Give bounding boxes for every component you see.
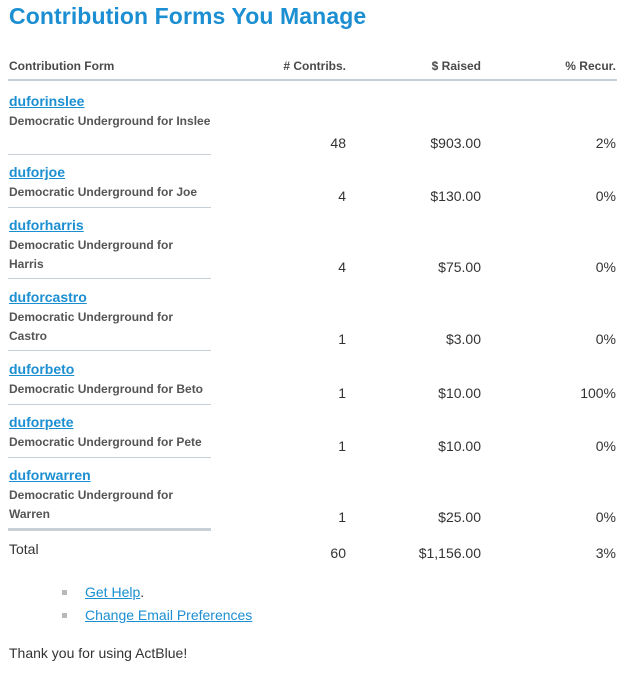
- total-label: Total: [9, 541, 39, 557]
- form-cell: [8, 466, 211, 531]
- table-row: [8, 413, 617, 457]
- recur-value: 0%: [595, 509, 616, 525]
- form-cell: [8, 92, 211, 155]
- footer-text: Thank you for using ActBlue!: [9, 645, 188, 661]
- get-help-period: .: [140, 584, 145, 600]
- form-description: Democratic Underground for Castro: [9, 310, 174, 343]
- contribs-value: 1: [338, 509, 346, 525]
- form-description: Democratic Underground for Warren: [9, 488, 174, 521]
- recur-value: 100%: [580, 385, 616, 401]
- table-row: [8, 288, 617, 350]
- contribs-value: 1: [338, 331, 346, 347]
- form-cell: [8, 413, 211, 458]
- form-cell: [8, 216, 211, 279]
- recur-value: 0%: [595, 188, 616, 204]
- list-item: [60, 584, 252, 607]
- recur-value: 0%: [595, 331, 616, 347]
- raised-value: $25.00: [438, 509, 481, 525]
- table-row: [8, 360, 617, 404]
- form-description: Democratic Underground for Inslee: [9, 114, 211, 128]
- raised-value: $10.00: [438, 438, 481, 454]
- bullet-icon: [62, 613, 67, 618]
- total-raised: $1,156.00: [418, 545, 481, 561]
- form-cell: [8, 288, 211, 351]
- form-link[interactable]: duforpete: [9, 414, 74, 430]
- raised-value: $10.00: [438, 385, 481, 401]
- bullet-icon: [62, 590, 67, 595]
- form-description: Democratic Underground for Harris: [9, 238, 174, 271]
- header-recur: % Recur.: [565, 59, 616, 73]
- form-description: Democratic Underground for Joe: [9, 185, 198, 199]
- form-cell: [8, 163, 211, 208]
- form-cell: [8, 360, 211, 405]
- header-contribs: # Contribs.: [283, 59, 346, 73]
- header-contribution-form: Contribution Form: [9, 59, 115, 73]
- header-raised: $ Raised: [431, 59, 481, 73]
- form-link[interactable]: duforcastro: [9, 289, 87, 305]
- form-link[interactable]: duforharris: [9, 217, 84, 233]
- email-preferences-link[interactable]: Change Email Preferences: [85, 607, 253, 623]
- table-row: [8, 92, 617, 154]
- list-item: [60, 607, 252, 630]
- recur-value: 0%: [595, 259, 616, 275]
- table-header: [8, 59, 617, 81]
- get-help-link[interactable]: Get Help: [85, 584, 141, 600]
- form-link[interactable]: duforjoe: [9, 164, 65, 180]
- form-link[interactable]: duforinslee: [9, 93, 85, 109]
- contribs-value: 1: [338, 438, 346, 454]
- form-link[interactable]: duforbeto: [9, 361, 75, 377]
- recur-value: 0%: [595, 438, 616, 454]
- form-link[interactable]: duforwarren: [9, 467, 91, 483]
- contribs-value: 4: [338, 188, 346, 204]
- help-links-list: [60, 584, 252, 630]
- form-description: Democratic Underground for Beto: [9, 382, 204, 396]
- contribs-value: 4: [338, 259, 346, 275]
- recur-value: 2%: [595, 135, 616, 151]
- contribs-value: 48: [330, 135, 346, 151]
- total-row: [8, 541, 617, 561]
- total-recur: 3%: [595, 545, 616, 561]
- raised-value: $130.00: [430, 188, 481, 204]
- raised-value: $3.00: [445, 331, 481, 347]
- raised-value: $75.00: [438, 259, 481, 275]
- contribs-value: 1: [338, 385, 346, 401]
- table-row: [8, 216, 617, 278]
- table-row: [8, 466, 617, 530]
- raised-value: $903.00: [430, 135, 481, 151]
- form-description: Democratic Underground for Pete: [9, 435, 202, 449]
- table-row: [8, 163, 617, 207]
- page-title: Contribution Forms You Manage: [9, 3, 367, 29]
- total-contribs: 60: [330, 545, 346, 561]
